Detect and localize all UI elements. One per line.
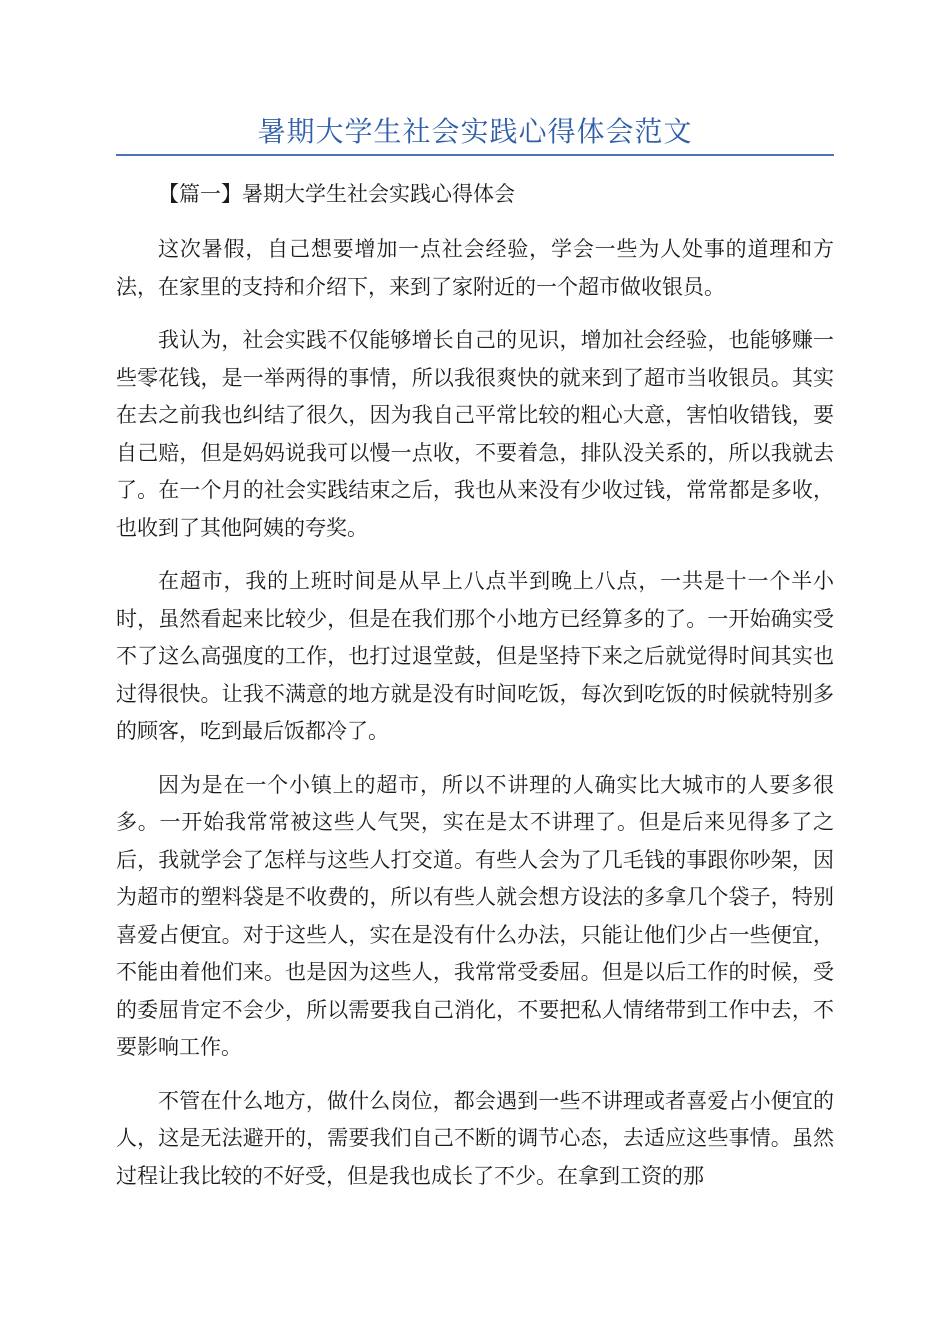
paragraph-5: 不管在什么地方，做什么岗位，都会遇到一些不讲理或者喜爱占小便宜的人，这是无法避开的，需要我们自己不断的调节心态，去适应这些事情。虽然过程让我比较的不好受，但是我也成长了不少。在拿到工资的那 [116, 1088, 834, 1188]
paragraph-3: 在超市，我的上班时间是从早上八点半到晚上八点，一共是十一个半小时，虽然看起来比较少，但是在我们那个小地方已经算多的了。一开始确实受不了这么高强度的工作，也打过退堂鼓，但是坚持下来之后就觉得时间其实也过得很快。让我不满意的地方就是没有时间吃饭，每次到吃饭的时候就特别多的顾客，吃到最后饭都冷了。 [116, 569, 834, 743]
section-heading: 【篇一】暑期大学生社会实践心得体会 [158, 182, 515, 206]
paragraph-4: 因为是在一个小镇上的超市，所以不讲理的人确实比大城市的人要多很多。一开始我常常被这些人气哭，实在是太不讲理了。但是后来见得多了之后，我就学会了怎样与这些人打交道。有些人会为了几毛钱的事跟你吵架，因为超市的塑料袋是不收费的，所以有些人就会想方设法的多拿几个袋子，特别喜爱占便宜。对于这些人，实在是没有什么办法，只能让他们少占一些便宜，不能由着他们来。也是因为这些人，我常常受委屈。但是以后工作的时候，受的委屈肯定不会少，所以需要我自己消化，不要把私人情绪带到工作中去，不要影响工作。 [116, 772, 834, 1059]
paragraph-1: 这次暑假，自己想要增加一点社会经验，学会一些为人处事的道理和方法，在家里的支持和介绍下，来到了家附近的一个超市做收银员。 [116, 237, 834, 299]
paragraph-2: 我认为，社会实践不仅能够增长自己的见识，增加社会经验，也能够赚一些零花钱，是一举两得的事情，所以我很爽快的就来到了超市当收银员。其实在去之前我也纠结了很久，因为我自己平常比较的粗心大意，害怕收错钱，要自己赔，但是妈妈说我可以慢一点收，不要着急，排队没关系的，所以我就去了。在一个月的社会实践结束之后，我也从来没有少收过钱，常常都是多收，也收到了其他阿姨的夸奖。 [116, 328, 834, 540]
document-title: 暑期大学生社会实践心得体会范文 [257, 115, 693, 148]
title-underline [116, 154, 834, 156]
document-body [116, 175, 834, 1211]
